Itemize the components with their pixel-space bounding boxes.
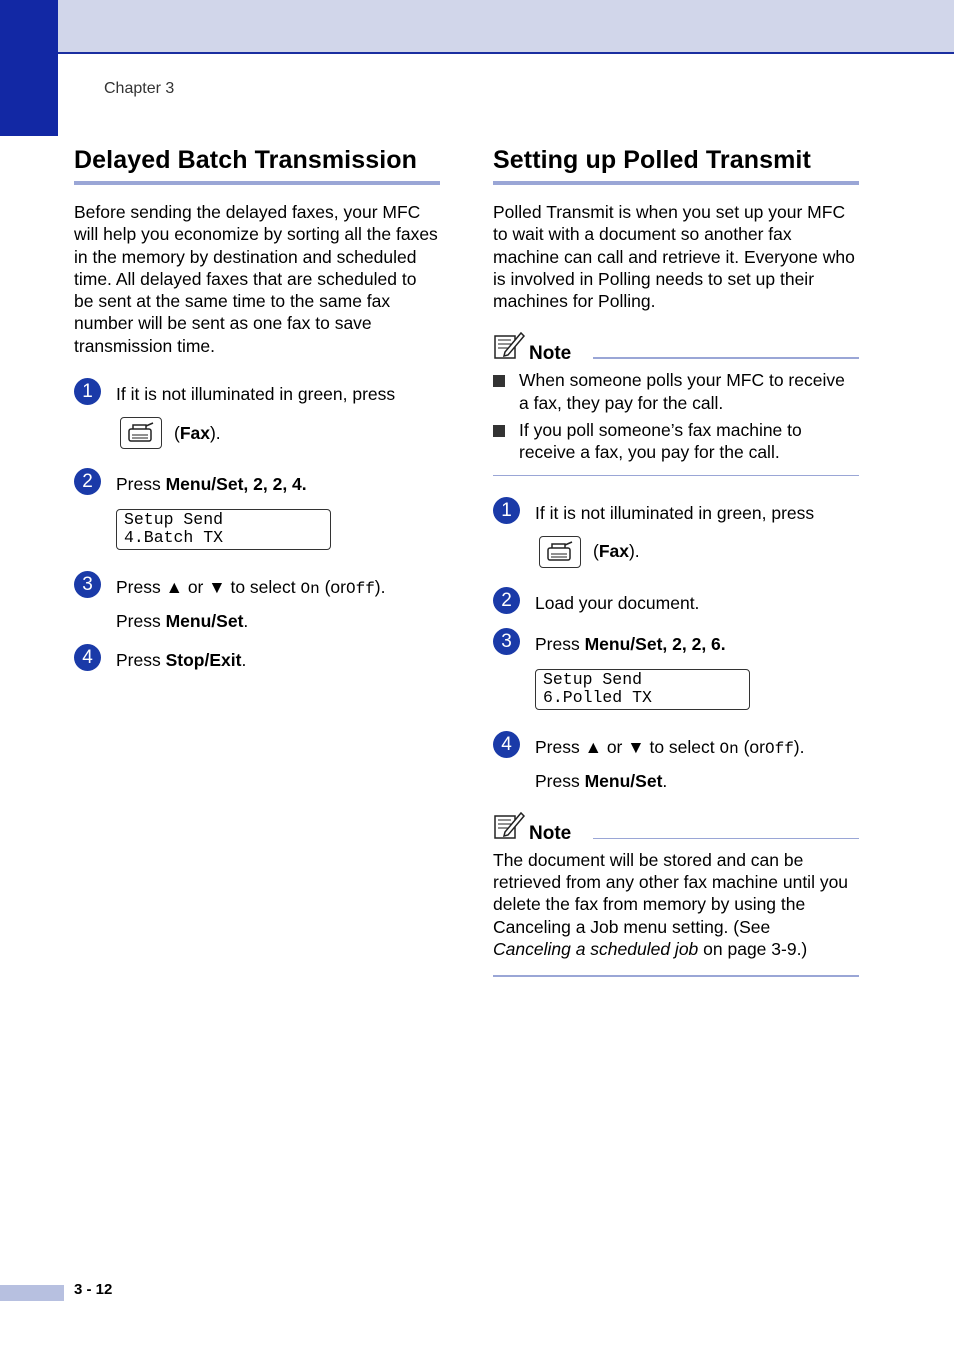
step-1: 1 If it is not illuminated in green, press xyxy=(493,502,859,524)
step-2: 2 Press Menu/Set, 2, 2, 4. xyxy=(74,473,440,495)
list-item: When someone polls your MFC to receive a fax, they pay for the call. xyxy=(493,369,859,414)
step-number: 4 xyxy=(493,731,520,758)
note-pencil-icon xyxy=(493,330,525,365)
left-column xyxy=(74,146,440,671)
note-header xyxy=(493,810,859,845)
list-item: If you poll someone’s fax machine to receive a fax, you pay for the call. xyxy=(493,419,859,464)
chapter-tab xyxy=(0,0,58,136)
step-number: 2 xyxy=(74,468,101,495)
up-arrow-icon: ▲ xyxy=(584,736,602,757)
step-number: 1 xyxy=(74,378,101,405)
lcd-display: Setup Send 4.Batch TX xyxy=(116,509,331,550)
header-bar xyxy=(58,0,954,54)
page-number: 3 - 12 xyxy=(74,1281,113,1298)
section-title: Setting up Polled Transmit xyxy=(493,146,859,185)
up-arrow-icon: ▲ xyxy=(165,577,183,598)
intro-paragraph: Polled Transmit is when you set up your MFC to wait with a document so another fax machine can call and retrieve it. Everyone who is involved in Polling needs to set up their machines for Polling. xyxy=(493,202,855,312)
note-rule xyxy=(593,357,859,359)
section-title: Delayed Batch Transmission xyxy=(74,146,440,185)
step-number: 3 xyxy=(493,628,520,655)
step-number: 3 xyxy=(74,571,101,598)
step-3: 3 Press Menu/Set, 2, 2, 6. xyxy=(493,633,859,655)
note-pencil-icon xyxy=(493,810,525,845)
lcd-display: Setup Send 6.Polled TX xyxy=(535,669,750,710)
down-arrow-icon: ▼ xyxy=(208,577,226,598)
chapter-label: Chapter 3 xyxy=(104,80,175,97)
step-3: 3 Press ▲ or ▼ to select On (orOff). Press Menu/Set. xyxy=(74,576,440,632)
note-header xyxy=(493,330,859,365)
fax-key-label: Fax xyxy=(598,541,629,562)
fax-key-line: ( Fax ). xyxy=(120,417,440,449)
intro-paragraph: Before sending the delayed faxes, your MFC will help you economize by sorting all the faxes in the memory by destination and scheduled time. All delayed faxes that are scheduled to be sent at the same time to the same fax number will be sent as one fax to save transmission time. xyxy=(74,202,438,356)
footer-bar xyxy=(0,1285,64,1301)
note-label: Note xyxy=(529,343,572,365)
fax-key-icon xyxy=(120,417,162,449)
step-2: 2 Load your document. xyxy=(493,592,859,614)
right-column xyxy=(493,146,859,977)
fax-key-label: Fax xyxy=(179,422,210,443)
down-arrow-icon: ▼ xyxy=(627,736,645,757)
step-4: 4 Press ▲ or ▼ to select On (orOff). Press Menu/Set. xyxy=(493,736,859,792)
step-number: 1 xyxy=(493,497,520,524)
fax-key-line: ( Fax ). xyxy=(539,536,859,568)
note-end-divider xyxy=(493,975,859,977)
note-bullets xyxy=(493,369,859,463)
step-number: 4 xyxy=(74,644,101,671)
step-1: 1 If it is not illuminated in green, press xyxy=(74,383,440,405)
note-end-divider xyxy=(493,475,859,476)
fax-key-icon xyxy=(539,536,581,568)
step-number: 2 xyxy=(493,587,520,614)
note-label: Note xyxy=(529,822,572,844)
note-text: The document will be stored and can be retrieved from any other fax machine until you delete the fax from memory by using the Canceling a Job menu setting. (See Canceling a scheduled job on page 3-9.) xyxy=(493,849,849,959)
note-rule xyxy=(593,838,859,839)
step-4: 4 Press Stop/Exit. xyxy=(74,649,440,671)
